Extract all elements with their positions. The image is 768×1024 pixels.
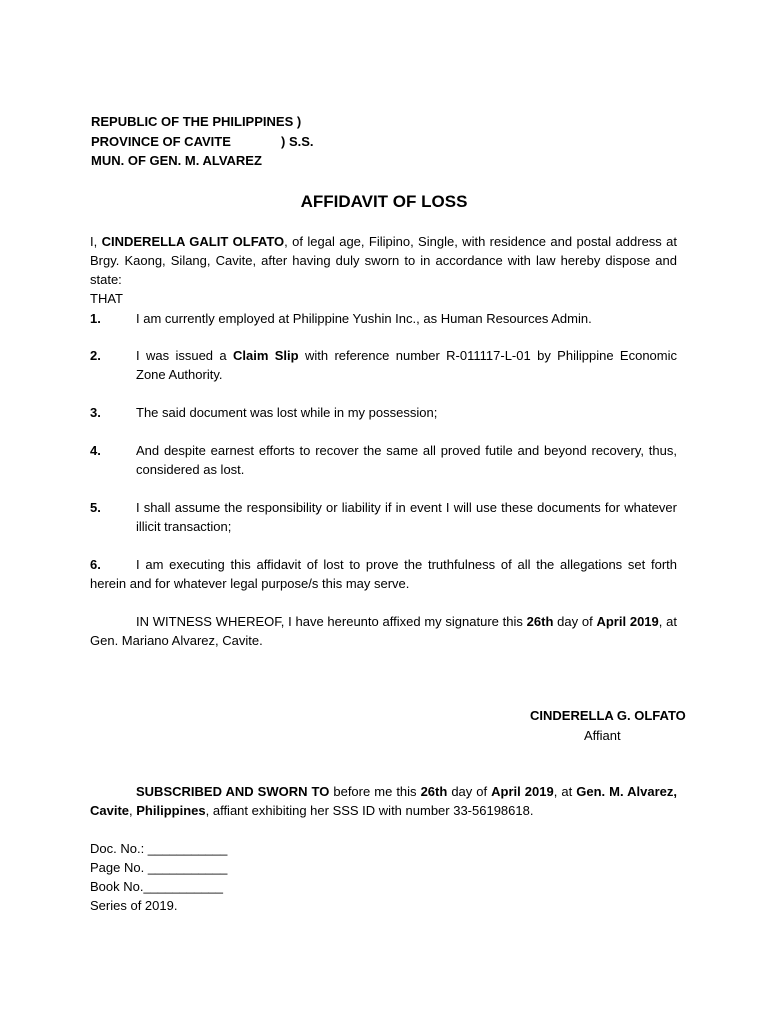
- witness-post: , at Gen. Mariano Alvarez, Cavite.: [90, 614, 677, 648]
- claim-slip-label: Claim Slip: [233, 348, 299, 363]
- witness-pre: IN WITNESS WHEREOF, I have hereunto affixed my signature this: [136, 614, 527, 629]
- item-number: 4.: [90, 443, 101, 458]
- page-no-line: Page No. ___________: [90, 860, 228, 875]
- jurat-t5: , affiant exhibiting her SSS ID with number 33-56198618.: [205, 803, 534, 818]
- series-line: Series of 2019.: [90, 898, 178, 913]
- intro-rest: , of legal age, Filipino, Single, with residence and postal address at Brgy. Kaong, Silang, Cavite, after having duly sworn to in accordance with law hereby dispose and state:: [90, 234, 678, 287]
- jurat-country: Philippines: [136, 803, 206, 818]
- book-no-line: Book No.___________: [90, 879, 224, 894]
- item-number: 2.: [90, 348, 101, 363]
- item-text: The said document was lost while in my possession;: [136, 405, 438, 420]
- header-municipality: MUN. OF GEN. M. ALVAREZ: [91, 153, 262, 168]
- item-text: I shall assume the responsibility or liability if in event I will use these documents for whatever illicit transaction;: [136, 500, 677, 534]
- jurat-day: 26th: [420, 784, 448, 799]
- item-text: I am currently employed at Philippine Yushin Inc., as Human Resources Admin.: [136, 311, 592, 326]
- item-6: 6. I am executing this affidavit of lost to prove the truthfulness of all the allegations set forth herein and for whatever legal purpose/s this may serve.: [90, 557, 677, 591]
- intro-paragraph: [90, 232, 677, 289]
- item-2-post: with reference number R-011117-L-01 by Philippine Economic Zone Authority.: [136, 348, 677, 382]
- intro-pre: I,: [90, 234, 102, 249]
- header-republic: REPUBLIC OF THE PHILIPPINES ): [91, 114, 302, 129]
- document-title: AFFIDAVIT OF LOSS: [300, 192, 468, 211]
- item-text: And despite earnest efforts to recover the same all proved futile and beyond recovery, thus, considered as lost.: [136, 443, 677, 477]
- jurat-place: Gen. M. Alvarez, Cavite: [90, 784, 677, 818]
- item-number: 3.: [90, 405, 101, 420]
- item-number: 5.: [90, 500, 101, 515]
- item-text: I am executing this affidavit of lost to prove the truthfulness of all the allegations set forth herein and for whatever legal purpose/s this may serve.: [90, 557, 677, 591]
- jurat-t2: day of: [447, 784, 492, 799]
- header-province: PROVINCE OF CAVITE: [91, 134, 231, 149]
- witness-mid: day of: [553, 614, 597, 629]
- item-number: 1.: [90, 311, 101, 326]
- header-ss: ) S.S.: [281, 134, 314, 149]
- that-label: THAT: [90, 291, 123, 306]
- witness-month: April 2019: [596, 614, 659, 629]
- jurat-t3: , at: [553, 784, 577, 799]
- witness-day: 26th: [526, 614, 554, 629]
- jurat-t4: ,: [129, 803, 137, 818]
- signature-name: CINDERELLA G. OLFATO: [530, 708, 686, 723]
- item-text: [136, 346, 677, 384]
- witness-paragraph: [90, 612, 677, 650]
- item-2-pre: I was issued a: [136, 348, 233, 363]
- jurat-t1: before me this: [329, 784, 421, 799]
- signature-role: Affiant: [584, 728, 621, 743]
- jurat-paragraph: [90, 782, 677, 820]
- jurat-month: April 2019: [491, 784, 554, 799]
- affiant-name: CINDERELLA GALIT OLFATO: [101, 234, 285, 249]
- jurat-lead: SUBSCRIBED AND SWORN TO: [136, 784, 330, 799]
- doc-no-line: Doc. No.: ___________: [90, 841, 228, 856]
